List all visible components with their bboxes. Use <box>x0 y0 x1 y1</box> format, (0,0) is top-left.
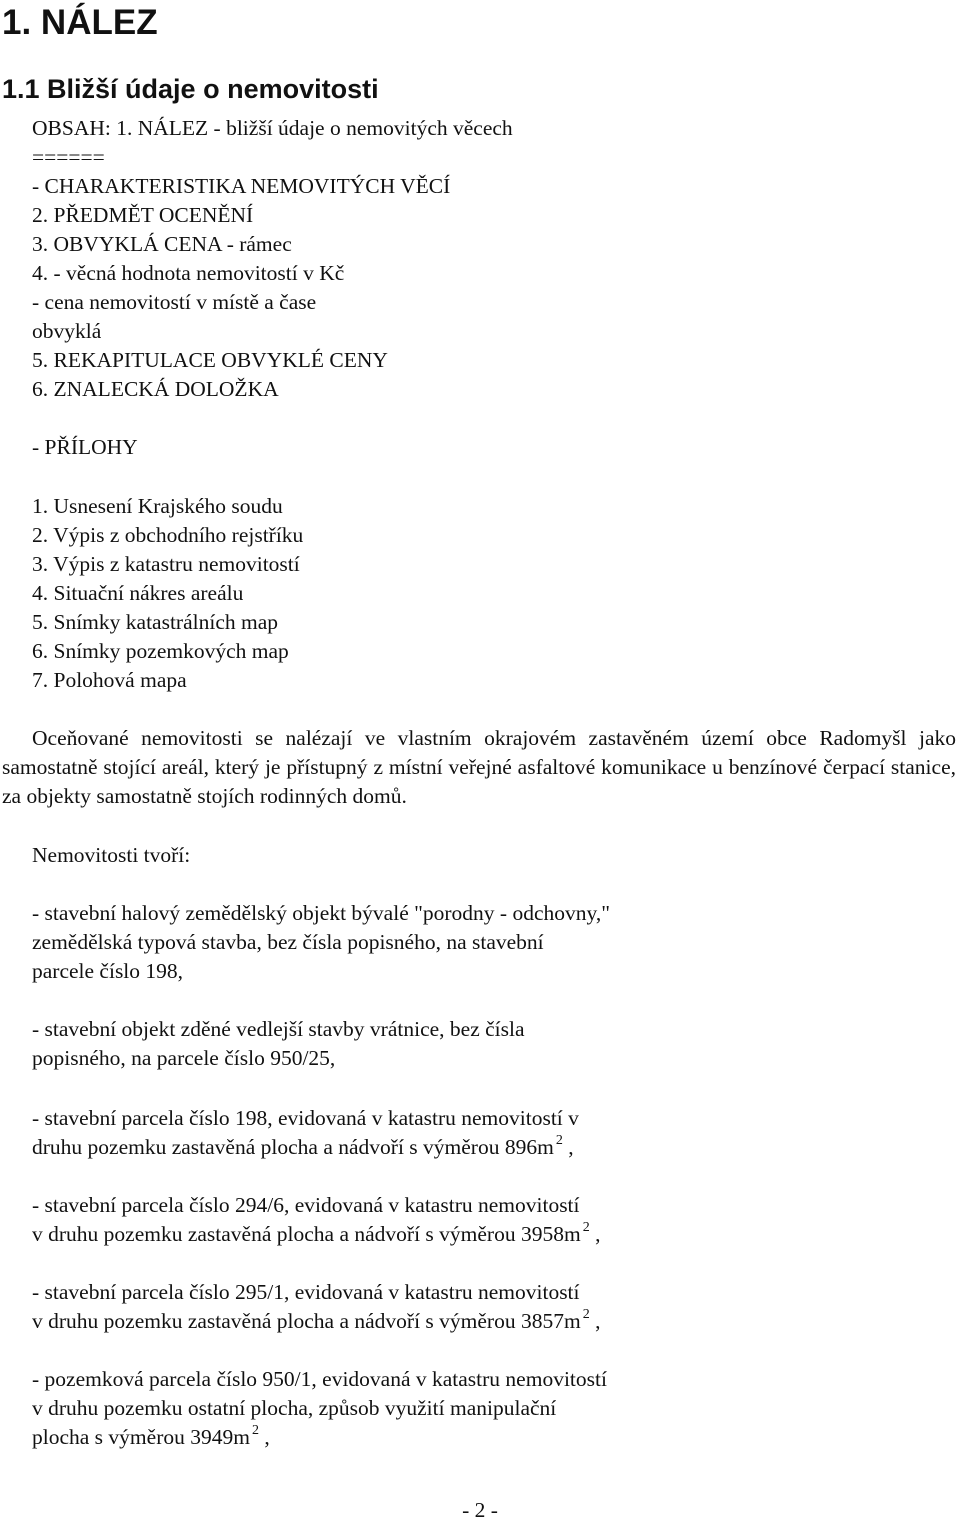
page-number: - 2 - <box>462 1498 498 1522</box>
item-line: - pozemková parcela číslo 950/1, evidovaná v katastru nemovitostí <box>32 1367 607 1391</box>
contents-line: 3. OBVYKLÁ CENA - rámec <box>32 232 292 256</box>
contents-line: OBSAH: 1. NÁLEZ - bližší údaje o nemovitých věcech <box>32 116 513 140</box>
item-line: v druhu pozemku zastavěná plocha a nádvoří s výměrou 3958m $^2$ , <box>32 1220 601 1246</box>
item-line: v druhu pozemku ostatní plocha, způsob využití manipulační <box>32 1396 557 1420</box>
attachment-item: 2. Výpis z obchodního rejstříku <box>32 523 304 547</box>
superscript: 2 <box>582 1220 590 1235</box>
item-line: druhu pozemku zastavěná plocha a nádvoří s výměrou 896m $^2$ , <box>32 1133 574 1159</box>
attachments-title: - PŘÍLOHY <box>32 435 138 459</box>
contents-line: obvyklá <box>32 319 102 343</box>
item-line: parcele číslo 198, <box>32 959 184 983</box>
contents-line: 5. REKAPITULACE OBVYKLÉ CENY <box>32 348 388 372</box>
contents-line: - cena nemovitostí v místě a čase <box>32 290 317 314</box>
superscript: 2 <box>251 1423 259 1438</box>
attachment-item: 5. Snímky katastrálních map <box>32 610 279 634</box>
item-line: - stavební halový zemědělský objekt bývalé "porodny - odchovny," <box>32 901 611 925</box>
item-line: - stavební parcela číslo 198, evidovaná v katastru nemovitostí v <box>32 1106 579 1130</box>
attachment-item: 3. Výpis z katastru nemovitostí <box>32 552 300 576</box>
superscript: 2 <box>582 1307 590 1322</box>
attachment-item: 1. Usnesení Krajského soudu <box>32 494 283 518</box>
description-paragraph <box>2 724 956 811</box>
item-line: v druhu pozemku zastavěná plocha a nádvoří s výměrou 3857m $^2$ , <box>32 1307 601 1333</box>
contents-line: 4. - věcná hodnota nemovitostí v Kč <box>32 261 345 285</box>
item-line: popisného, na parcele číslo 950/25, <box>32 1046 336 1070</box>
subsection-heading: 1.1 Bližší údaje o nemovitosti <box>2 74 379 104</box>
contents-line: 2. PŘEDMĚT OCENĚNÍ <box>32 203 254 227</box>
section-heading: 1. NÁLEZ <box>2 3 158 42</box>
contents-line: - CHARAKTERISTIKA NEMOVITÝCH VĚCÍ <box>32 174 451 198</box>
items-title: Nemovitosti tvoří: <box>32 843 191 867</box>
item-line: - stavební parcela číslo 294/6, evidovaná v katastru nemovitostí <box>32 1193 580 1217</box>
item-line: - stavební parcela číslo 295/1, evidovaná v katastru nemovitostí <box>32 1280 580 1304</box>
item-line: plocha s výměrou 3949m $^2$ , <box>32 1423 270 1449</box>
attachment-item: 6. Snímky pozemkových map <box>32 639 289 663</box>
item-line: - stavební objekt zděné vedlejší stavby vrátnice, bez čísla <box>32 1017 525 1041</box>
attachment-item: 7. Polohová mapa <box>32 668 187 692</box>
contents-line: 6. ZNALECKÁ DOLOŽKA <box>32 377 279 401</box>
attachment-item: 4. Situační nákres areálu <box>32 581 244 605</box>
item-line: zemědělská typová stavba, bez čísla popisného, na stavební <box>32 930 544 954</box>
contents-line: ====== <box>32 145 105 169</box>
superscript: 2 <box>555 1133 563 1148</box>
description-text: Oceňované nemovitosti se nalézají ve vlastním okrajovém zastavěném území obce Radomyšl jako samostatně stojící areál, který je přístupný z místní veřejné asfaltové komunikace u benzínové čerpací stanice, za objekty samostatně stojích rodinných domů. <box>2 726 956 808</box>
